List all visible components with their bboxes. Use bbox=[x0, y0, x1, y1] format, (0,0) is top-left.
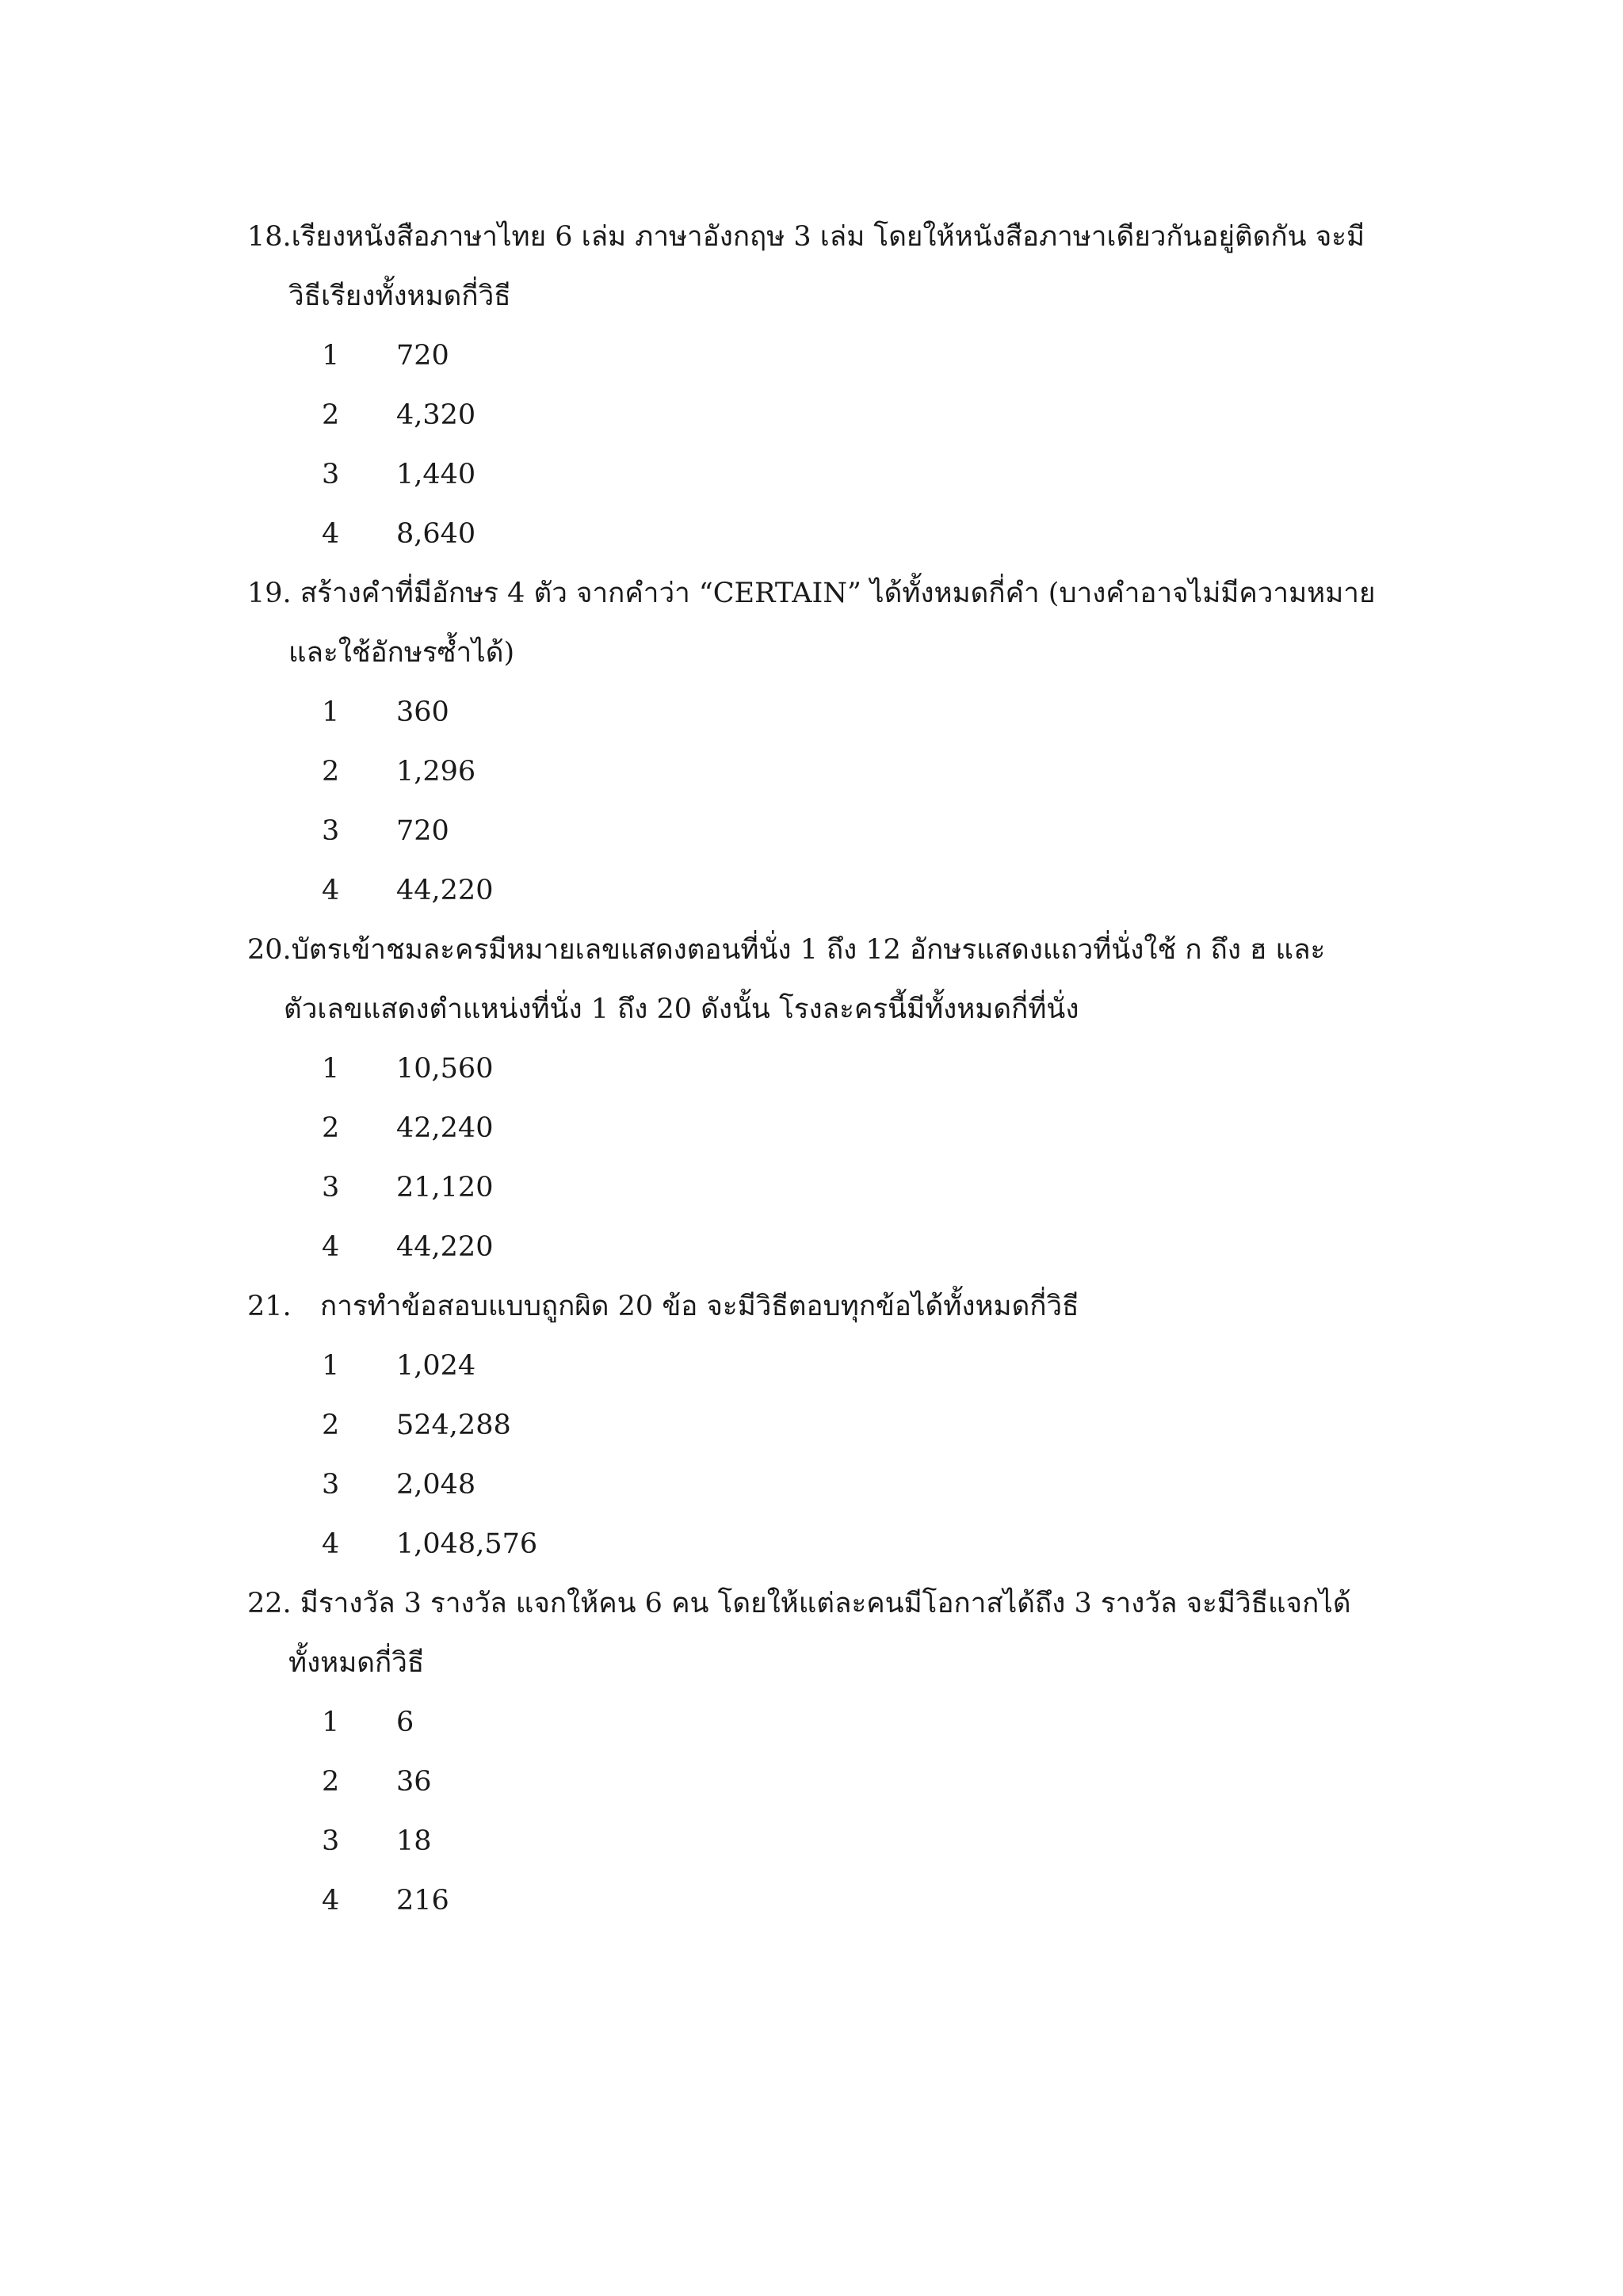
option-item bbox=[247, 386, 1404, 445]
question-19 bbox=[247, 564, 1404, 921]
option-number: 4 bbox=[322, 1231, 340, 1263]
option-item bbox=[247, 802, 1404, 861]
option-number: 4 bbox=[322, 1528, 340, 1560]
option-value: 360 bbox=[396, 696, 449, 728]
option-value: 1,048,576 bbox=[396, 1528, 538, 1560]
option-number: 1 bbox=[322, 340, 340, 372]
option-number: 1 bbox=[322, 1053, 340, 1085]
option-item bbox=[247, 505, 1404, 564]
question-text: มีรางวัล 3 รางวัล แจกให้คน 6 คน โดยให้แต่ละคนมีโอกาสได้ถึง 3 รางวัล จะมีวิธีแจกได้ bbox=[291, 1588, 1351, 1619]
option-value: 42,240 bbox=[396, 1112, 494, 1144]
option-value: 18 bbox=[396, 1825, 432, 1857]
option-list bbox=[247, 1337, 1404, 1574]
option-number: 3 bbox=[322, 1172, 340, 1203]
question-18 bbox=[247, 208, 1404, 564]
option-item bbox=[247, 1099, 1404, 1158]
question-number: 22. bbox=[247, 1588, 292, 1619]
option-value: 216 bbox=[396, 1885, 449, 1917]
option-value: 1,440 bbox=[396, 459, 476, 490]
option-value: 44,220 bbox=[396, 875, 494, 906]
question-number: 20. bbox=[247, 934, 292, 966]
option-item bbox=[247, 445, 1404, 505]
option-value: 8,640 bbox=[396, 518, 476, 550]
question-text-line bbox=[247, 208, 1404, 267]
option-item bbox=[247, 1455, 1404, 1515]
option-item bbox=[247, 861, 1404, 921]
question-text: การทำข้อสอบแบบถูกผิด 20 ข้อ จะมีวิธีตอบทุกข้อได้ทั้งหมดกี่วิธี bbox=[320, 1291, 1079, 1322]
option-item bbox=[247, 1396, 1404, 1455]
option-number: 3 bbox=[322, 815, 340, 847]
question-text: สร้างคำที่มีอักษร 4 ตัว จากคำว่า “CERTAIN” ได้ทั้งหมดกี่คำ (บางคำอาจไม่มีความหมาย bbox=[291, 578, 1376, 609]
option-value: 720 bbox=[396, 815, 449, 847]
option-item bbox=[247, 1753, 1404, 1812]
option-value: 720 bbox=[396, 340, 449, 372]
option-number: 3 bbox=[322, 459, 340, 490]
question-text-continuation: และใช้อักษรซ้ำได้) bbox=[288, 637, 515, 669]
question-text-line bbox=[247, 1277, 1404, 1337]
option-number: 4 bbox=[322, 518, 340, 550]
option-item bbox=[247, 742, 1404, 802]
option-item bbox=[247, 1871, 1404, 1931]
option-list bbox=[247, 326, 1404, 564]
question-text-continuation: วิธีเรียงทั้งหมดกี่วิธี bbox=[288, 280, 511, 312]
option-number: 1 bbox=[322, 1350, 340, 1382]
question-number: 18. bbox=[247, 221, 292, 253]
option-value: 1,296 bbox=[396, 756, 476, 788]
option-number: 4 bbox=[322, 875, 340, 906]
option-value: 6 bbox=[396, 1707, 414, 1738]
option-number: 2 bbox=[322, 399, 340, 431]
option-value: 1,024 bbox=[396, 1350, 476, 1382]
option-list bbox=[247, 683, 1404, 921]
option-value: 524,288 bbox=[396, 1409, 511, 1441]
option-value: 10,560 bbox=[396, 1053, 494, 1085]
option-value: 4,320 bbox=[396, 399, 476, 431]
option-value: 21,120 bbox=[396, 1172, 494, 1203]
option-value: 36 bbox=[396, 1766, 432, 1798]
option-number: 2 bbox=[322, 1766, 340, 1798]
question-text-continuation: ทั้งหมดกี่วิธี bbox=[288, 1647, 425, 1679]
option-item bbox=[247, 1515, 1404, 1574]
question-text: บัตรเข้าชมละครมีหมายเลขแสดงตอนที่นั่ง 1 ถึง 12 อักษรแสดงแถวที่นั่งใช้ ก ถึง ฮ และ bbox=[291, 934, 1326, 966]
question-22 bbox=[247, 1574, 1404, 1931]
option-number: 2 bbox=[322, 1112, 340, 1144]
option-number: 4 bbox=[322, 1885, 340, 1917]
option-item bbox=[247, 1693, 1404, 1753]
option-item bbox=[247, 326, 1404, 386]
question-text-line bbox=[247, 1574, 1404, 1634]
question-number: 21. bbox=[247, 1291, 292, 1322]
option-number: 1 bbox=[322, 696, 340, 728]
option-list bbox=[247, 1039, 1404, 1277]
option-item bbox=[247, 1218, 1404, 1277]
option-item bbox=[247, 683, 1404, 742]
option-number: 3 bbox=[322, 1469, 340, 1501]
option-number: 1 bbox=[322, 1707, 340, 1738]
question-text-line bbox=[247, 564, 1404, 624]
question-text-continuation: ตัวเลขแสดงตำแหน่งที่นั่ง 1 ถึง 20 ดังนั้น โรงละครนี้มีทั้งหมดกี่ที่นั่ง bbox=[284, 994, 1079, 1025]
question-20 bbox=[247, 921, 1404, 1277]
option-number: 2 bbox=[322, 756, 340, 788]
option-item bbox=[247, 1812, 1404, 1871]
option-item bbox=[247, 1337, 1404, 1396]
question-text: เรียงหนังสือภาษาไทย 6 เล่ม ภาษาอังกฤษ 3 เล่ม โดยให้หนังสือภาษาเดียวกันอยู่ติดกัน จะมี bbox=[291, 221, 1365, 253]
question-number: 19. bbox=[247, 578, 292, 609]
option-item bbox=[247, 1039, 1404, 1099]
option-value: 44,220 bbox=[396, 1231, 494, 1263]
question-text-line bbox=[247, 921, 1404, 980]
question-list bbox=[247, 208, 1404, 1931]
option-list bbox=[247, 1693, 1404, 1931]
option-number: 3 bbox=[322, 1825, 340, 1857]
option-item bbox=[247, 1158, 1404, 1218]
question-21 bbox=[247, 1277, 1404, 1574]
option-number: 2 bbox=[322, 1409, 340, 1441]
option-value: 2,048 bbox=[396, 1469, 476, 1501]
